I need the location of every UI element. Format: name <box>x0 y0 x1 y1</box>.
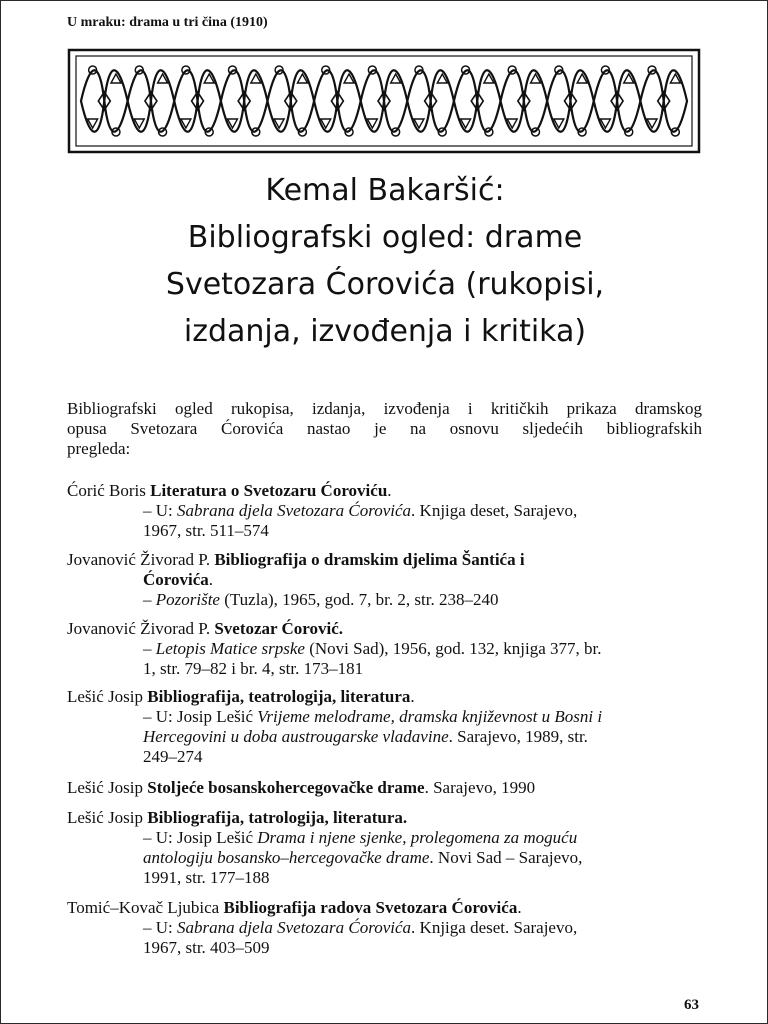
entry-source-details: . Knjiga deset, Sarajevo, <box>411 501 578 520</box>
intro-line: opusa Svetozara Ćorovića nastao je na osnovu sljedećih bibliografskih <box>67 419 702 438</box>
entry-source-title: antologiju bosansko–hercegovačke drame <box>143 848 430 867</box>
entry-source-details: . Novi Sad – Sarajevo, <box>429 848 583 867</box>
entry-source-details: (Novi Sad), 1956, god. 132, knjiga 377, br. <box>304 639 602 658</box>
entry-source-continuation: 1967, str. 403–509 <box>143 938 270 957</box>
entry-author: Ćorić Boris <box>67 481 146 500</box>
entry-source-title: Drama i njene sjenke, prolegomena za moguću <box>257 828 578 847</box>
entry-source-prefix: – <box>143 639 156 658</box>
entry-title-end: . <box>410 687 415 706</box>
page-number: 63 <box>684 997 699 1013</box>
entry-title-end: . <box>387 481 392 500</box>
entry-source-details: (Tuzla), 1965, god. 7, br. 2, str. 238–240 <box>219 590 499 609</box>
entry-source-title: Sabrana djela Svetozara Ćorovića <box>177 918 412 937</box>
entry-source-continuation: 1967, str. 511–574 <box>143 521 269 540</box>
entry-source-prefix: – U: <box>143 918 177 937</box>
entry-title-end: . <box>208 570 214 589</box>
bibliography-entry <box>67 808 707 888</box>
entry-title: Bibliografija, teatrologija, literatura <box>147 687 411 706</box>
entry-source-title: Sabrana djela Svetozara Ćorovića <box>177 501 412 520</box>
entry-author: Jovanović Živorad P. <box>67 550 211 569</box>
intro-paragraph <box>67 399 702 459</box>
entry-source-prefix: – U: Josip Lešić <box>143 828 258 847</box>
bibliography-entry <box>67 778 707 798</box>
title-line: Svetozara Ćorovića (rukopisi, <box>165 267 605 302</box>
entry-title: Literatura o Svetozaru Ćoroviću <box>150 481 388 500</box>
entry-author: Lešić Josip <box>67 808 144 827</box>
entry-source-continuation: 249–274 <box>143 747 203 766</box>
entry-source-title: Letopis Matice srpske <box>155 639 305 658</box>
entry-source-prefix: – U: Josip Lešić <box>143 707 258 726</box>
entry-title: Bibliografija o dramskim djelima Šantića i <box>214 550 525 569</box>
entry-source-continuation: 1991, str. 177–188 <box>143 868 270 887</box>
entry-title: Bibliografija radova Svetozara Ćorovića <box>223 898 518 917</box>
entry-author: Lešić Josip <box>67 778 144 797</box>
entry-source-prefix: – U: <box>143 501 177 520</box>
intro-line: Bibliografski ogled rukopisa, izdanja, izvođenja i kritičkih prikaza dramskog <box>67 399 702 418</box>
entry-title-end: . <box>517 898 522 917</box>
entry-source-title: Pozorište <box>155 590 220 609</box>
entry-title: Bibliografija, tatrologija, literatura. <box>147 808 408 827</box>
title-line: Kemal Bakaršić: <box>265 173 505 208</box>
entry-source-prefix: – <box>143 590 156 609</box>
entry-source-details: . Sarajevo, 1989, str. <box>448 727 588 746</box>
bibliography-entry <box>67 481 707 541</box>
title-line: izdanja, izvođenja i kritika) <box>183 314 587 349</box>
entry-author: Lešić Josip <box>67 687 144 706</box>
bibliography-entry <box>67 687 707 767</box>
entry-author: Tomić–Kovač Ljubica <box>67 898 220 917</box>
bibliography-entry <box>67 619 707 679</box>
article-title <box>67 167 703 355</box>
entry-source-title: Hercegovini u doba austrougarske vladavine <box>143 727 449 746</box>
entry-title-continuation: Ćorovića <box>143 570 209 589</box>
entry-source-details: . Knjiga deset. Sarajevo, <box>411 918 578 937</box>
bibliography-entry <box>67 550 707 610</box>
title-line: Bibliografski ogled: drame <box>187 220 583 255</box>
entry-source-continuation: 1, str. 79–82 i br. 4, str. 173–181 <box>143 659 364 678</box>
bibliography-entry <box>67 898 707 958</box>
entry-source-title: Vrijeme melodrame, dramska književnost u Bosni i <box>257 707 603 726</box>
decorative-interlace-border <box>67 48 701 154</box>
entry-title: Svetozar Ćorović. <box>214 619 344 638</box>
entry-author: Jovanović Živorad P. <box>67 619 211 638</box>
entry-title-end: . Sarajevo, 1990 <box>424 778 536 797</box>
running-header: U mraku: drama u tri čina (1910) <box>67 15 268 30</box>
intro-line: pregleda: <box>67 439 131 458</box>
entry-title: Stoljeće bosanskohercegovačke drame <box>147 778 425 797</box>
